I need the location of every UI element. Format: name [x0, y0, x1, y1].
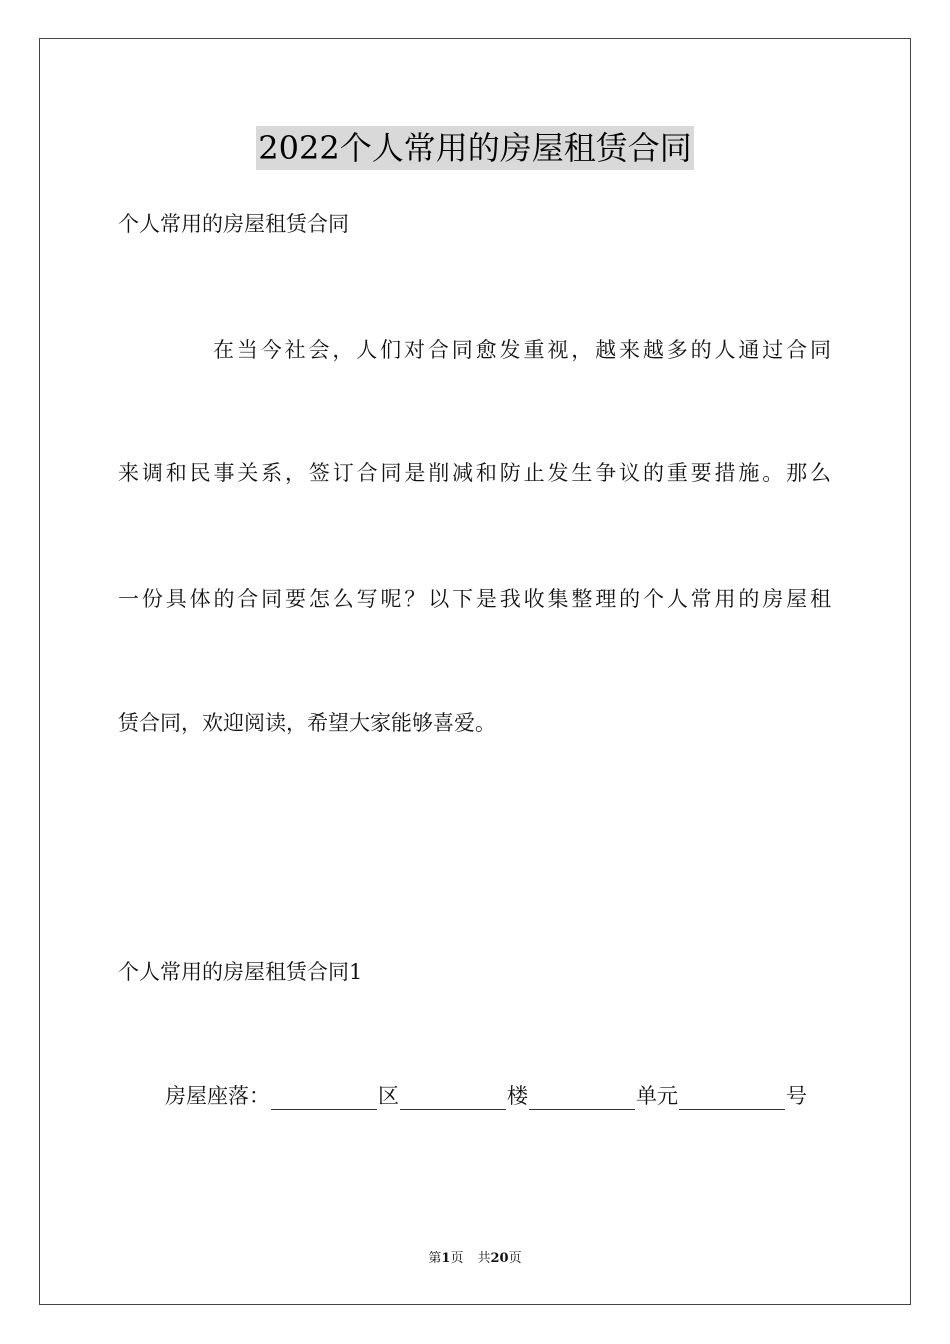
- address-district-label: 区: [378, 1084, 399, 1108]
- intro-line-2: 来调和民事关系，签订合同是削减和防止发生争议的重要措施。那么: [118, 461, 831, 485]
- intro-line-4: 赁合同，欢迎阅读，希望大家能够喜爱。: [118, 711, 496, 735]
- footer-total-suffix: 页: [508, 1251, 522, 1266]
- intro-line-1: 在当今社会，人们对合同愈发重视，越来越多的人通过合同: [213, 338, 831, 362]
- document-subtitle: 个人常用的房屋租赁合同: [118, 212, 349, 236]
- address-blank-building[interactable]: [400, 1089, 506, 1110]
- address-number-label: 号: [786, 1084, 807, 1108]
- address-blank-district[interactable]: [271, 1089, 377, 1110]
- footer-page-number: 1: [441, 1251, 451, 1266]
- footer-page-suffix: 页: [450, 1251, 464, 1266]
- footer-page-prefix: 第: [428, 1251, 442, 1266]
- address-blank-number[interactable]: [679, 1089, 785, 1110]
- document-title: 2022个人常用的房屋租赁合同: [256, 126, 693, 170]
- address-line: [165, 1082, 831, 1110]
- footer-total-pages: 20: [490, 1251, 509, 1266]
- section-heading: 个人常用的房屋租赁合同1: [118, 960, 363, 984]
- address-blank-unit[interactable]: [529, 1089, 635, 1110]
- intro-line-3: 一份具体的合同要怎么写呢？以下是我收集整理的个人常用的房屋租: [118, 587, 831, 611]
- address-unit-label: 单元: [636, 1084, 678, 1108]
- title-container: [0, 126, 950, 170]
- address-label: 房屋座落：: [165, 1084, 270, 1108]
- address-building-label: 楼: [507, 1084, 528, 1108]
- footer-total-prefix: 共: [477, 1251, 491, 1266]
- page-footer: [0, 1247, 950, 1266]
